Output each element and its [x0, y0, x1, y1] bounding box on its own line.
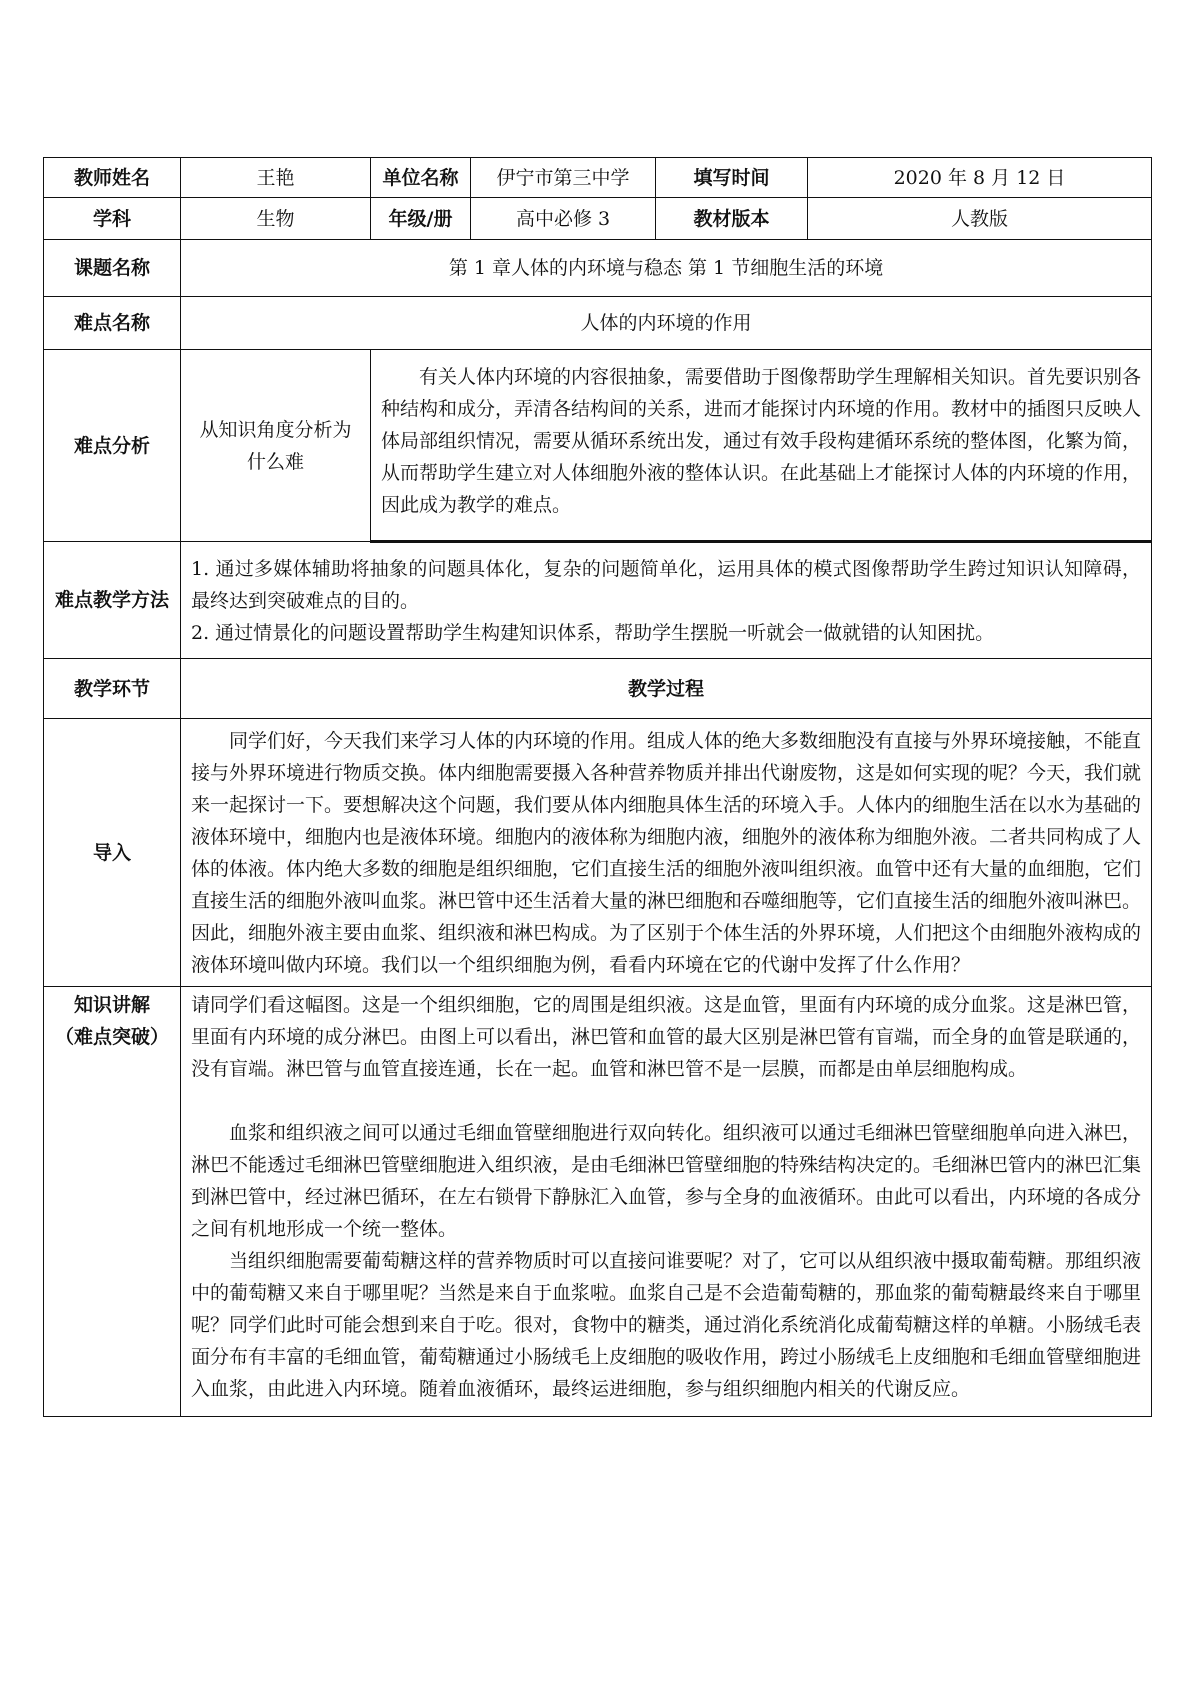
methods-item-1: 1. 通过多媒体辅助将抽象的问题具体化，复杂的问题简单化，运用具体的模式图像帮助学生跨过知识认知障碍，最终达到突破难点的目的。 — [191, 557, 1142, 612]
knowledge-label-line2: （难点突破） — [54, 1026, 169, 1048]
knowledge-paragraph-2: 血浆和组织液之间可以通过毛细血管壁细胞进行双向转化。组织液可以通过毛细淋巴管壁细胞单向进入淋巴，淋巴不能透过毛细淋巴管壁细胞进入组织液，是由毛细淋巴管壁细胞的特殊结构决定的。毛细淋巴管内的淋巴汇集到淋巴管中，经过淋巴循环，在左右锁骨下静脉汇入血管，参与全身的血液循环。由此可以看出，内环境的各成分之间有机地形成一个统一整体。 — [191, 1122, 1142, 1240]
paragraph-gap — [191, 1085, 1141, 1117]
teacher-value: 王艳 — [181, 158, 371, 198]
knowledge-paragraph-1: 请同学们看这幅图。这是一个组织细胞，它的周围是组织液。这是血管，里面有内环境的成分血浆。这是淋巴管，里面有内环境的成分淋巴。由图上可以看出，淋巴管和血管的最大区别是淋巴管有盲端，而全身的血管是联通的，没有盲端。淋巴管与血管直接连通，长在一起。血管和淋巴管不是一层膜，而都是由单层细胞构成。 — [191, 994, 1142, 1080]
date-value: 2020 年 8 月 12 日 — [808, 158, 1152, 198]
unit-label: 单位名称 — [371, 158, 471, 198]
stage-label: 教学环节 — [44, 659, 181, 719]
subject-label: 学科 — [44, 198, 181, 240]
difficulty-value: 人体的内环境的作用 — [181, 297, 1152, 350]
difficulty-label: 难点名称 — [44, 297, 181, 350]
analysis-text-cell — [371, 350, 1152, 542]
subject-value: 生物 — [181, 198, 371, 240]
row-process-header — [44, 659, 1152, 719]
analysis-angle: 从知识角度分析为什么难 — [181, 350, 371, 542]
unit-value: 伊宁市第三中学 — [471, 158, 656, 198]
knowledge-label-line1: 知识讲解 — [73, 994, 150, 1016]
methods-item-2: 2. 通过情景化的问题设置帮助学生构建知识体系，帮助学生摆脱一听就会一做就错的认知困扰。 — [191, 621, 995, 644]
date-label: 填写时间 — [656, 158, 808, 198]
analysis-text: 有关人体内环境的内容很抽象，需要借助于图像帮助学生理解相关知识。首先要识别各种结构和成分，弄清各结构间的关系，进而才能探讨内环境的作用。教材中的插图只反映人体局部组织情况，需要从循环系统出发，通过有效手段构建循环系统的整体图，化繁为简，从而帮助学生建立对人体细胞外液的整体认识。在此基础上才能探讨人体的内环境的作用，因此成为教学的难点。 — [381, 366, 1142, 516]
row-knowledge — [44, 987, 1152, 1417]
topic-label: 课题名称 — [44, 240, 181, 297]
row-subject — [44, 198, 1152, 240]
row-teacher — [44, 158, 1152, 198]
knowledge-paragraph-3: 当组织细胞需要葡萄糖这样的营养物质时可以直接问谁要呢？对了，它可以从组织液中摄取葡萄糖。那组织液中的葡萄糖又来自于哪里呢？当然是来自于血浆啦。血浆自己是不会造葡萄糖的，那血浆的葡萄糖最终来自于哪里呢？同学们此时可能会想到来自于吃。很对，食物中的糖类，通过消化系统消化成葡萄糖这样的单糖。小肠绒毛表面分布有丰富的毛细血管，葡萄糖通过小肠绒毛上皮细胞的吸收作用，跨过小肠绒毛上皮细胞和毛细血管壁细胞进入血浆，由此进入内环境。随着血液循环，最终运进细胞，参与组织细胞内相关的代谢反应。 — [191, 1250, 1142, 1400]
knowledge-label-cell — [44, 987, 181, 1417]
knowledge-cell — [181, 987, 1152, 1417]
edition-value: 人教版 — [808, 198, 1152, 240]
intro-cell — [181, 719, 1152, 987]
row-analysis — [44, 350, 1152, 542]
process-label: 教学过程 — [181, 659, 1152, 719]
teacher-label: 教师姓名 — [44, 158, 181, 198]
methods-label: 难点教学方法 — [44, 542, 181, 659]
topic-value: 第 1 章人体的内环境与稳态 第 1 节细胞生活的环境 — [181, 240, 1152, 297]
row-methods — [44, 542, 1152, 659]
analysis-label: 难点分析 — [44, 350, 181, 542]
edition-label: 教材版本 — [656, 198, 808, 240]
methods-cell — [181, 542, 1152, 659]
grade-value: 高中必修 3 — [471, 198, 656, 240]
row-difficulty — [44, 297, 1152, 350]
intro-text: 同学们好，今天我们来学习人体的内环境的作用。组成人体的绝大多数细胞没有直接与外界环境接触，不能直接与外界环境进行物质交换。体内细胞需要摄入各种营养物质并排出代谢废物，这是如何实现的呢？今天，我们就来一起探讨一下。要想解决这个问题，我们要从体内细胞具体生活的环境入手。人体内的细胞生活在以水为基础的液体环境中，细胞内也是液体环境。细胞内的液体称为细胞内液，细胞外的液体称为细胞外液。二者共同构成了人体的体液。体内绝大多数的细胞是组织细胞，它们直接生活的细胞外液叫组织液。血管中还有大量的血细胞，它们直接生活的细胞外液叫血浆。淋巴管中还生活着大量的淋巴细胞和吞噬细胞等，它们直接生活的细胞外液叫淋巴。因此，细胞外液主要由血浆、组织液和淋巴构成。为了区别于个体生活的外界环境，人们把这个由细胞外液构成的液体环境叫做内环境。我们以一个组织细胞为例，看看内环境在它的代谢中发挥了什么作用？ — [191, 729, 1142, 976]
row-topic — [44, 240, 1152, 297]
intro-label: 导入 — [44, 719, 181, 987]
grade-label: 年级/册 — [371, 198, 471, 240]
lesson-plan-table — [43, 157, 1152, 1417]
row-intro — [44, 719, 1152, 987]
